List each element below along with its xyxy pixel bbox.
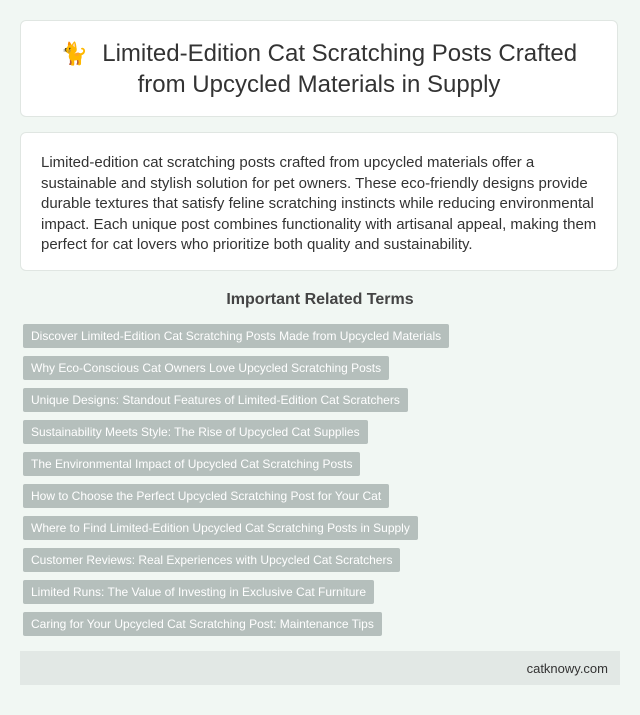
related-term-link[interactable]: Why Eco-Conscious Cat Owners Love Upcycled Scratching Posts (23, 356, 389, 380)
related-terms-heading: Important Related Terms (226, 291, 414, 308)
footer (20, 651, 620, 685)
related-term-link[interactable]: Caring for Your Upcycled Cat Scratching Post: Maintenance Tips (23, 612, 382, 636)
description-text: Limited-edition cat scratching posts crafted from upcycled materials offer a sustainable and stylish solution for pet owners. These eco-friendly designs provide durable textures that satisfy feline scratching instincts while reducing environmental impact. Each unique post combines functionality with artisanal appeal, making them perfect for cat lovers who prioritize both quality and sustainability. (41, 154, 597, 253)
related-term-link[interactable]: Where to Find Limited-Edition Upcycled Cat Scratching Posts in Supply (23, 516, 418, 540)
related-term-link[interactable]: Limited Runs: The Value of Investing in Exclusive Cat Furniture (23, 580, 374, 604)
footer-site-name: catknowy.com (526, 660, 608, 676)
related-term-link[interactable]: How to Choose the Perfect Upcycled Scratching Post for Your Cat (23, 484, 389, 508)
page-title-text: Limited-Edition Cat Scratching Posts Crafted from Upcycled Materials in Supply (102, 39, 578, 98)
related-term-link[interactable]: Customer Reviews: Real Experiences with Upcycled Cat Scratchers (23, 548, 400, 572)
related-terms-list (23, 324, 623, 644)
cat-icon: 🐈 (60, 40, 89, 66)
related-term-link[interactable]: The Environmental Impact of Upcycled Cat Scratching Posts (23, 452, 360, 476)
page-title (49, 38, 589, 100)
related-term-link[interactable]: Discover Limited-Edition Cat Scratching Posts Made from Upcycled Materials (23, 324, 449, 348)
related-term-link[interactable]: Unique Designs: Standout Features of Limited-Edition Cat Scratchers (23, 388, 408, 412)
title-card (20, 20, 618, 117)
description-card (20, 132, 618, 271)
related-term-link[interactable]: Sustainability Meets Style: The Rise of Upcycled Cat Supplies (23, 420, 368, 444)
